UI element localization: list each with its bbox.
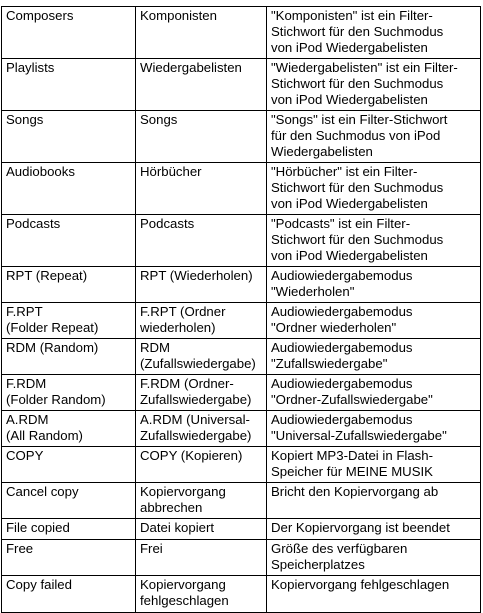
- german-term-cell: Hörbücher: [136, 163, 267, 215]
- terms-table: [1, 6, 481, 613]
- english-term-cell: Cancel copy: [2, 483, 136, 519]
- english-term-cell: Audiobooks: [2, 163, 136, 215]
- description-cell: Der Kopiervorgang ist beendet: [267, 519, 481, 540]
- table-row: [2, 411, 481, 447]
- german-term-cell: F.RDM (Ordner- Zufallswiedergabe): [136, 375, 267, 411]
- english-term-cell: RPT (Repeat): [2, 267, 136, 303]
- table-row: [2, 483, 481, 519]
- german-term-cell: Wiedergabelisten: [136, 59, 267, 111]
- description-cell: Audiowiedergabemodus "Ordner wiederholen": [267, 303, 481, 339]
- description-cell: "Wiedergabelisten" ist ein Filter- Stichwort für den Suchmodus von iPod Wiedergabelisten: [267, 59, 481, 111]
- table-row: [2, 7, 481, 59]
- description-cell: "Songs" ist ein Filter-Stichwort für den Suchmodus von iPod Wiedergabelisten: [267, 111, 481, 163]
- description-cell: Audiowiedergabemodus "Wiederholen": [267, 267, 481, 303]
- table-row: [2, 576, 481, 613]
- description-cell: Audiowiedergabemodus "Universal-Zufallswiedergabe": [267, 411, 481, 447]
- english-term-cell: Podcasts: [2, 215, 136, 267]
- table-row: [2, 163, 481, 215]
- english-term-cell: Copy failed: [2, 576, 136, 613]
- english-term-cell: RDM (Random): [2, 339, 136, 375]
- table-row: [2, 267, 481, 303]
- table-row: [2, 339, 481, 375]
- german-term-cell: A.RDM (Universal- Zufallswiedergabe): [136, 411, 267, 447]
- english-term-cell: F.RPT (Folder Repeat): [2, 303, 136, 339]
- english-term-cell: COPY: [2, 447, 136, 483]
- description-cell: "Hörbücher" ist ein Filter- Stichwort für den Suchmodus von iPod Wiedergabelisten: [267, 163, 481, 215]
- english-term-cell: F.RDM (Folder Random): [2, 375, 136, 411]
- german-term-cell: Podcasts: [136, 215, 267, 267]
- table-row: [2, 59, 481, 111]
- english-term-cell: Composers: [2, 7, 136, 59]
- table-row: [2, 375, 481, 411]
- table-row: [2, 447, 481, 483]
- english-term-cell: Playlists: [2, 59, 136, 111]
- german-term-cell: Datei kopiert: [136, 519, 267, 540]
- german-term-cell: Frei: [136, 540, 267, 576]
- german-term-cell: Kopiervorgang abbrechen: [136, 483, 267, 519]
- german-term-cell: Komponisten: [136, 7, 267, 59]
- table-row: [2, 111, 481, 163]
- description-cell: Größe des verfügbaren Speicherplatzes: [267, 540, 481, 576]
- german-term-cell: Kopiervorgang fehlgeschlagen: [136, 576, 267, 613]
- description-cell: "Podcasts" ist ein Filter- Stichwort für den Suchmodus von iPod Wiedergabelisten: [267, 215, 481, 267]
- german-term-cell: RDM (Zufallswiedergabe): [136, 339, 267, 375]
- german-term-cell: F.RPT (Ordner wiederholen): [136, 303, 267, 339]
- german-term-cell: RPT (Wiederholen): [136, 267, 267, 303]
- english-term-cell: Songs: [2, 111, 136, 163]
- english-term-cell: Free: [2, 540, 136, 576]
- description-cell: Audiowiedergabemodus "Zufallswiedergabe": [267, 339, 481, 375]
- description-cell: "Komponisten" ist ein Filter- Stichwort für den Suchmodus von iPod Wiedergabelisten: [267, 7, 481, 59]
- german-term-cell: COPY (Kopieren): [136, 447, 267, 483]
- table-row: [2, 519, 481, 540]
- table-row: [2, 303, 481, 339]
- description-cell: Kopiert MP3-Datei in Flash- Speicher für MEINE MUSIK: [267, 447, 481, 483]
- table-row: [2, 540, 481, 576]
- german-term-cell: Songs: [136, 111, 267, 163]
- table-row: [2, 215, 481, 267]
- description-cell: Bricht den Kopiervorgang ab: [267, 483, 481, 519]
- description-cell: Kopiervorgang fehlgeschlagen: [267, 576, 481, 613]
- english-term-cell: A.RDM (All Random): [2, 411, 136, 447]
- description-cell: Audiowiedergabemodus "Ordner-Zufallswiedergabe": [267, 375, 481, 411]
- english-term-cell: File copied: [2, 519, 136, 540]
